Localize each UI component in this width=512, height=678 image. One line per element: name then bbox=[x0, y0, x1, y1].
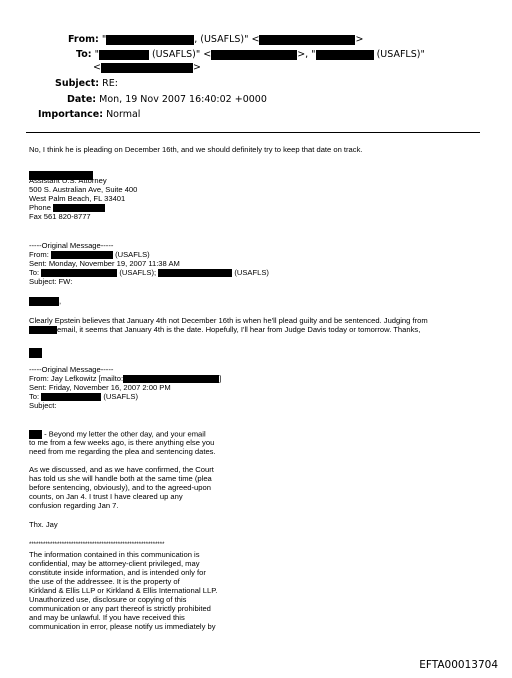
greeting-comma: , bbox=[59, 296, 62, 306]
disclaimer-line-7: communication or any part thereof is strictly prohibited bbox=[29, 604, 211, 613]
redaction-box bbox=[211, 50, 297, 60]
redaction-box bbox=[158, 269, 232, 277]
reply-text: No, I think he is pleading on December 16th, and we should definitely try to keep that date on track. bbox=[29, 145, 363, 154]
orig1-divider: -----Original Message----- bbox=[29, 241, 114, 250]
redaction-box bbox=[101, 63, 193, 73]
to-mid2: >, " bbox=[297, 49, 316, 60]
importance-value: Normal bbox=[106, 109, 141, 120]
from-row bbox=[68, 34, 363, 45]
orig2-thanks: Thx. Jay bbox=[29, 520, 58, 529]
redaction-box bbox=[29, 296, 62, 306]
disclaimer-line-3: constitute inside information, and is intended only for bbox=[29, 568, 206, 577]
orig2-sent: Sent: Friday, November 16, 2007 2:00 PM bbox=[29, 383, 171, 392]
disclaimer-line-4: the use of the addressee. It is the property of bbox=[29, 577, 180, 586]
redaction-box bbox=[316, 50, 374, 60]
redaction-box bbox=[259, 35, 355, 45]
disclaimer-line-2: confidential, may be attorney-client privileged, may bbox=[29, 559, 200, 568]
to2-pre: < bbox=[93, 62, 101, 73]
orig1-to-mid: (USAFLS); bbox=[119, 268, 157, 277]
redaction-box bbox=[29, 348, 42, 358]
to-row-2 bbox=[93, 62, 201, 73]
disclaimer-line-6: Unauthorized use, disclosure or copying of this bbox=[29, 595, 187, 604]
orig2-divider: -----Original Message----- bbox=[29, 365, 114, 374]
orig2-p1-line-3: need from me regarding the plea and sentencing dates. bbox=[29, 447, 216, 456]
from-mid: , (USAFLS)" < bbox=[194, 34, 260, 45]
to-label: To: bbox=[76, 49, 92, 60]
disclaimer-line-9: communication in error, please notify us immediately by bbox=[29, 622, 216, 631]
disclaimer-line-8: and may be unlawful. If you have received this bbox=[29, 613, 185, 622]
from-quote: " bbox=[101, 34, 107, 45]
to-mid3: (USAFLS)" bbox=[373, 49, 425, 60]
redaction-box bbox=[99, 50, 149, 60]
orig2-p2-line-2: has told us she will handle both at the same time (plea bbox=[29, 474, 212, 483]
orig2-subject: Subject: bbox=[29, 401, 57, 410]
orig2-to-suffix: (USAFLS) bbox=[103, 392, 138, 401]
orig2-p1-line-1-text: - Beyond my letter the other day, and your email bbox=[42, 429, 206, 439]
orig1-to-label: To: bbox=[29, 268, 40, 277]
phone-label: Phone bbox=[29, 203, 51, 212]
orig1-from-label: From: bbox=[29, 250, 49, 259]
redaction-box bbox=[53, 204, 105, 212]
date-label: Date: bbox=[67, 94, 97, 105]
orig1-sent: Sent: Monday, November 19, 2007 11:38 AM bbox=[29, 259, 180, 268]
date-row bbox=[67, 94, 267, 105]
orig1-signoff-redaction bbox=[29, 344, 42, 362]
orig1-from-suffix: (USAFLS) bbox=[115, 250, 150, 259]
orig2-from-text: From: Jay Lefkowitz [mailto: bbox=[29, 374, 124, 383]
redaction-box bbox=[123, 374, 222, 383]
from-label: From: bbox=[68, 34, 99, 45]
to-quote: " bbox=[94, 49, 99, 60]
header-divider bbox=[26, 132, 480, 133]
orig2-p2-line-5: confusion regarding Jan 7. bbox=[29, 501, 119, 510]
disclaimer-stars: ********************************************************** bbox=[29, 542, 165, 548]
orig1-para-line-2-text: email, it seems that January 4th is the date. Hopefully, I'll hear from Judge Davis today or tomorrow. Thanks, bbox=[57, 325, 421, 334]
redaction-box bbox=[41, 393, 101, 401]
redaction-box bbox=[29, 326, 57, 334]
subject-value: RE: bbox=[102, 78, 118, 89]
orig1-para-line-2 bbox=[29, 326, 420, 335]
signature-title: Assistant U.S. Attorney bbox=[29, 176, 107, 185]
importance-row bbox=[38, 109, 140, 120]
orig2-p2-line-1: As we discussed, and as we have confirmed, the Court bbox=[29, 465, 214, 474]
to-row bbox=[76, 49, 425, 60]
orig1-greeting bbox=[29, 297, 61, 306]
to-mid1: (USAFLS)" < bbox=[148, 49, 212, 60]
redaction-box bbox=[41, 269, 117, 277]
redaction-box bbox=[51, 251, 113, 259]
bates-number: EFTA00013704 bbox=[419, 659, 498, 671]
signature-fax: Fax 561 820-8777 bbox=[29, 212, 91, 221]
orig1-subject: Subject: FW: bbox=[29, 277, 73, 286]
from-end: > bbox=[355, 34, 364, 45]
redaction-box bbox=[106, 35, 194, 45]
orig2-p2-line-4: counts, on Jan 4. I trust I have cleared up any bbox=[29, 492, 183, 501]
signature-address-1: 500 S. Australian Ave, Suite 400 bbox=[29, 185, 138, 194]
orig2-p2-line-3: before sentencing, obviously), and to the agreed-upon bbox=[29, 483, 211, 492]
signature-address-2: West Palm Beach, FL 33401 bbox=[29, 194, 126, 203]
subject-row bbox=[55, 78, 118, 89]
subject-label: Subject: bbox=[55, 78, 100, 89]
orig2-to-label: To: bbox=[29, 392, 40, 401]
disclaimer-line-5: Kirkland & Ellis LLP or Kirkland & Ellis International LLP. bbox=[29, 586, 218, 595]
orig1-para-line-1: Clearly Epstein believes that January 4th not December 16th is when he'll plead guilty and be sentenced. Judging from bbox=[29, 316, 428, 325]
orig2-p1-line-2: to me from a few weeks ago, is there anything else you bbox=[29, 438, 215, 447]
disclaimer-line-1: The information contained in this communication is bbox=[29, 550, 200, 559]
orig2-from-end: ] bbox=[219, 374, 222, 383]
importance-label: Importance: bbox=[38, 109, 104, 120]
to2-post: > bbox=[192, 62, 201, 73]
date-value: Mon, 19 Nov 2007 16:40:02 +0000 bbox=[99, 94, 267, 105]
orig1-to-suffix: (USAFLS) bbox=[234, 268, 269, 277]
